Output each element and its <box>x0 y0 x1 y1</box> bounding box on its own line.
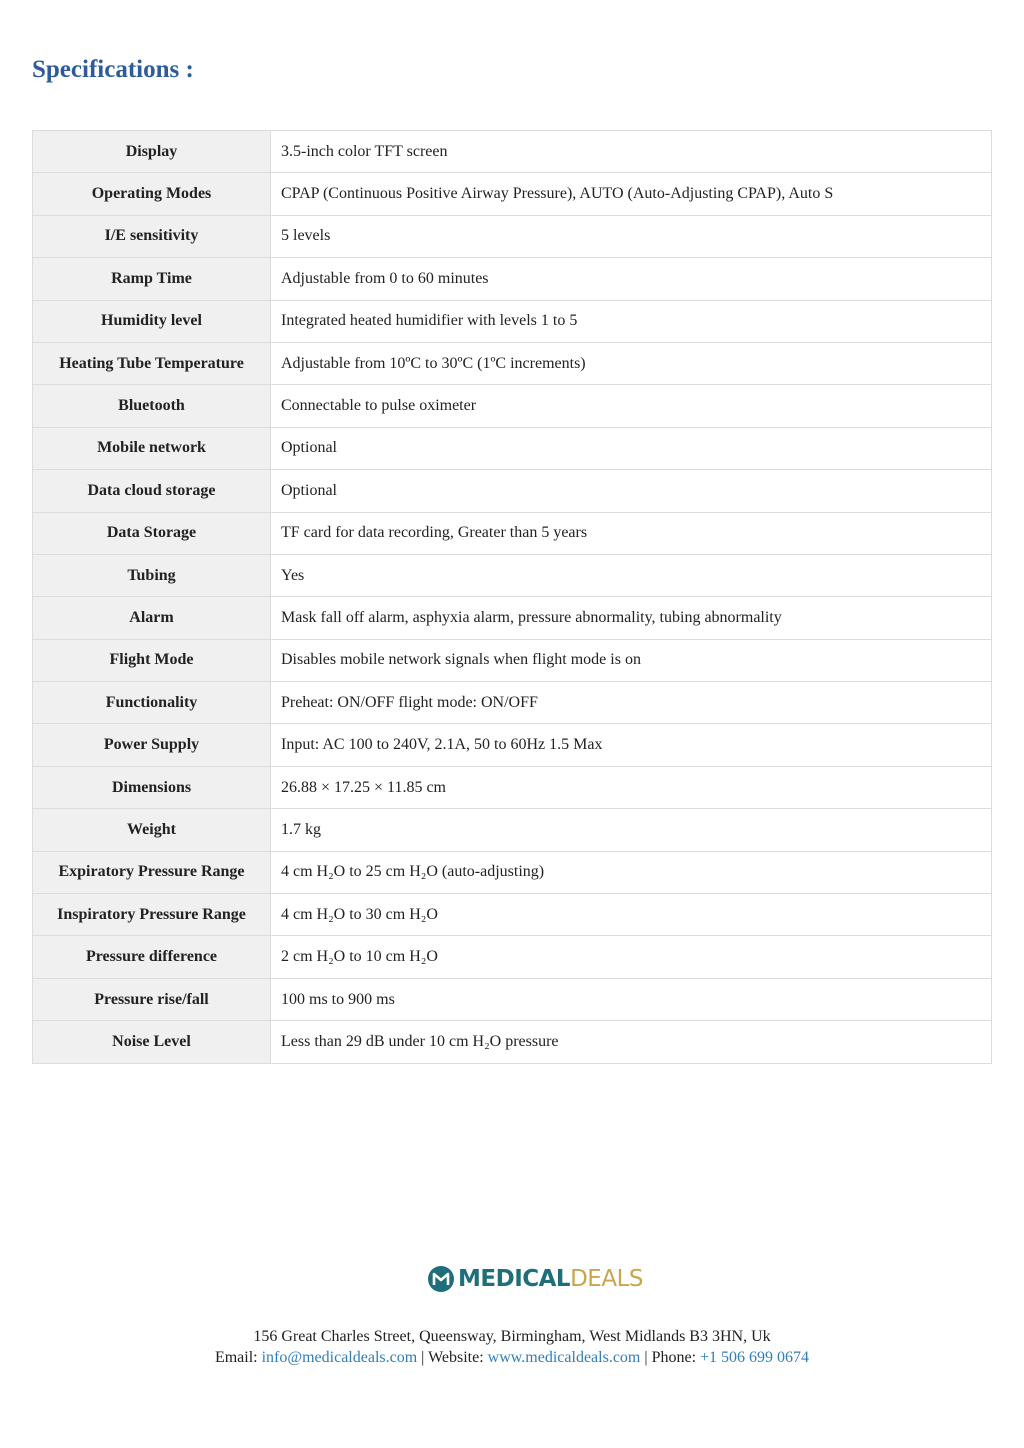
spec-value: 1.7 kg <box>271 809 992 851</box>
spec-value: TF card for data recording, Greater than 5 years <box>271 512 992 554</box>
spec-row <box>33 894 992 936</box>
spec-value: Yes <box>271 554 992 596</box>
spec-value: Optional <box>271 470 992 512</box>
spec-value: 3.5-inch color TFT screen <box>271 131 992 173</box>
spec-row <box>33 1021 992 1063</box>
spec-value: Optional <box>271 427 992 469</box>
spec-row <box>33 215 992 257</box>
spec-value: 5 levels <box>271 215 992 257</box>
email-label: Email: <box>214 1349 262 1366</box>
spec-label: Operating Modes <box>33 173 271 215</box>
spec-row <box>33 512 992 554</box>
spec-row <box>33 342 992 384</box>
spec-row <box>33 639 992 681</box>
spec-label: Data Storage <box>33 512 271 554</box>
spec-label: Weight <box>33 809 271 851</box>
spec-row <box>33 936 992 978</box>
spec-label: Display <box>33 131 271 173</box>
spec-label: Flight Mode <box>33 639 271 681</box>
spec-label: Alarm <box>33 597 271 639</box>
spec-row <box>33 766 992 808</box>
spec-row <box>33 470 992 512</box>
spec-row <box>33 724 992 766</box>
spec-row <box>33 978 992 1020</box>
spec-row <box>33 427 992 469</box>
footer-address: 156 Great Charles Street, Queensway, Birmingham, West Midlands B3 3HN, Uk <box>253 1328 771 1345</box>
spec-label: Ramp Time <box>33 258 271 300</box>
website-link[interactable]: www.medicaldeals.com <box>487 1349 641 1366</box>
spec-row <box>33 554 992 596</box>
spec-row <box>33 300 992 342</box>
spec-value: 26.88 × 17.25 × 11.85 cm <box>271 766 992 808</box>
spec-value: Mask fall off alarm, asphyxia alarm, pressure abnormality, tubing abnormality <box>271 597 992 639</box>
spec-value: Adjustable from 0 to 60 minutes <box>271 258 992 300</box>
spec-value: Input: AC 100 to 240V, 2.1A, 50 to 60Hz 1.5 Max <box>271 724 992 766</box>
page-title: Specifications : <box>32 56 194 83</box>
spec-value: Connectable to pulse oximeter <box>271 385 992 427</box>
spec-row <box>33 597 992 639</box>
spec-label: I/E sensitivity <box>33 215 271 257</box>
phone-label: | Phone: <box>640 1349 701 1366</box>
website-label: | Website: <box>417 1349 488 1366</box>
specifications-table <box>32 130 992 1064</box>
spec-label: Humidity level <box>33 300 271 342</box>
spec-row <box>33 131 992 173</box>
spec-label: Mobile network <box>33 427 271 469</box>
medicaldeals-logo-icon <box>428 1266 454 1292</box>
spec-label: Pressure difference <box>33 936 271 978</box>
spec-label: Pressure rise/fall <box>33 978 271 1020</box>
spec-row <box>33 173 992 215</box>
spec-label: Power Supply <box>33 724 271 766</box>
spec-value: Disables mobile network signals when flight mode is on <box>271 639 992 681</box>
footer <box>0 1326 1024 1368</box>
spec-value: 100 ms to 900 ms <box>271 978 992 1020</box>
logo-text-medical: MEDICAL <box>458 1266 571 1292</box>
spec-label: Heating Tube Temperature <box>33 342 271 384</box>
spec-row <box>33 385 992 427</box>
spec-row <box>33 682 992 724</box>
spec-label: Bluetooth <box>33 385 271 427</box>
spec-label: Inspiratory Pressure Range <box>33 894 271 936</box>
spec-label: Tubing <box>33 554 271 596</box>
medicaldeals-logo <box>428 1262 643 1296</box>
spec-value: Preheat: ON/OFF flight mode: ON/OFF <box>271 682 992 724</box>
spec-label: Noise Level <box>33 1021 271 1063</box>
spec-value: 4 cm H₂O to 25 cm H₂O (auto-adjusting) <box>271 851 992 893</box>
spec-value: CPAP (Continuous Positive Airway Pressure), AUTO (Auto-Adjusting CPAP), Auto S <box>271 173 992 215</box>
footer-contact <box>0 1347 1024 1368</box>
spec-label: Functionality <box>33 682 271 724</box>
spec-value: 2 cm H₂O to 10 cm H₂O <box>271 936 992 978</box>
spec-row <box>33 258 992 300</box>
spec-row <box>33 809 992 851</box>
spec-label: Expiratory Pressure Range <box>33 851 271 893</box>
spec-label: Dimensions <box>33 766 271 808</box>
spec-value: Adjustable from 10ºC to 30ºC (1ºC increments) <box>271 342 992 384</box>
logo-text-deals: DEALS <box>570 1266 643 1292</box>
spec-label: Data cloud storage <box>33 470 271 512</box>
email-link[interactable]: info@medicaldeals.com <box>261 1349 418 1366</box>
spec-value: Integrated heated humidifier with levels 1 to 5 <box>271 300 992 342</box>
phone-link[interactable]: +1 506 699 0674 <box>700 1349 810 1366</box>
spec-value: Less than 29 dB under 10 cm H₂O pressure <box>271 1021 992 1063</box>
spec-row <box>33 851 992 893</box>
spec-value: 4 cm H₂O to 30 cm H₂O <box>271 894 992 936</box>
